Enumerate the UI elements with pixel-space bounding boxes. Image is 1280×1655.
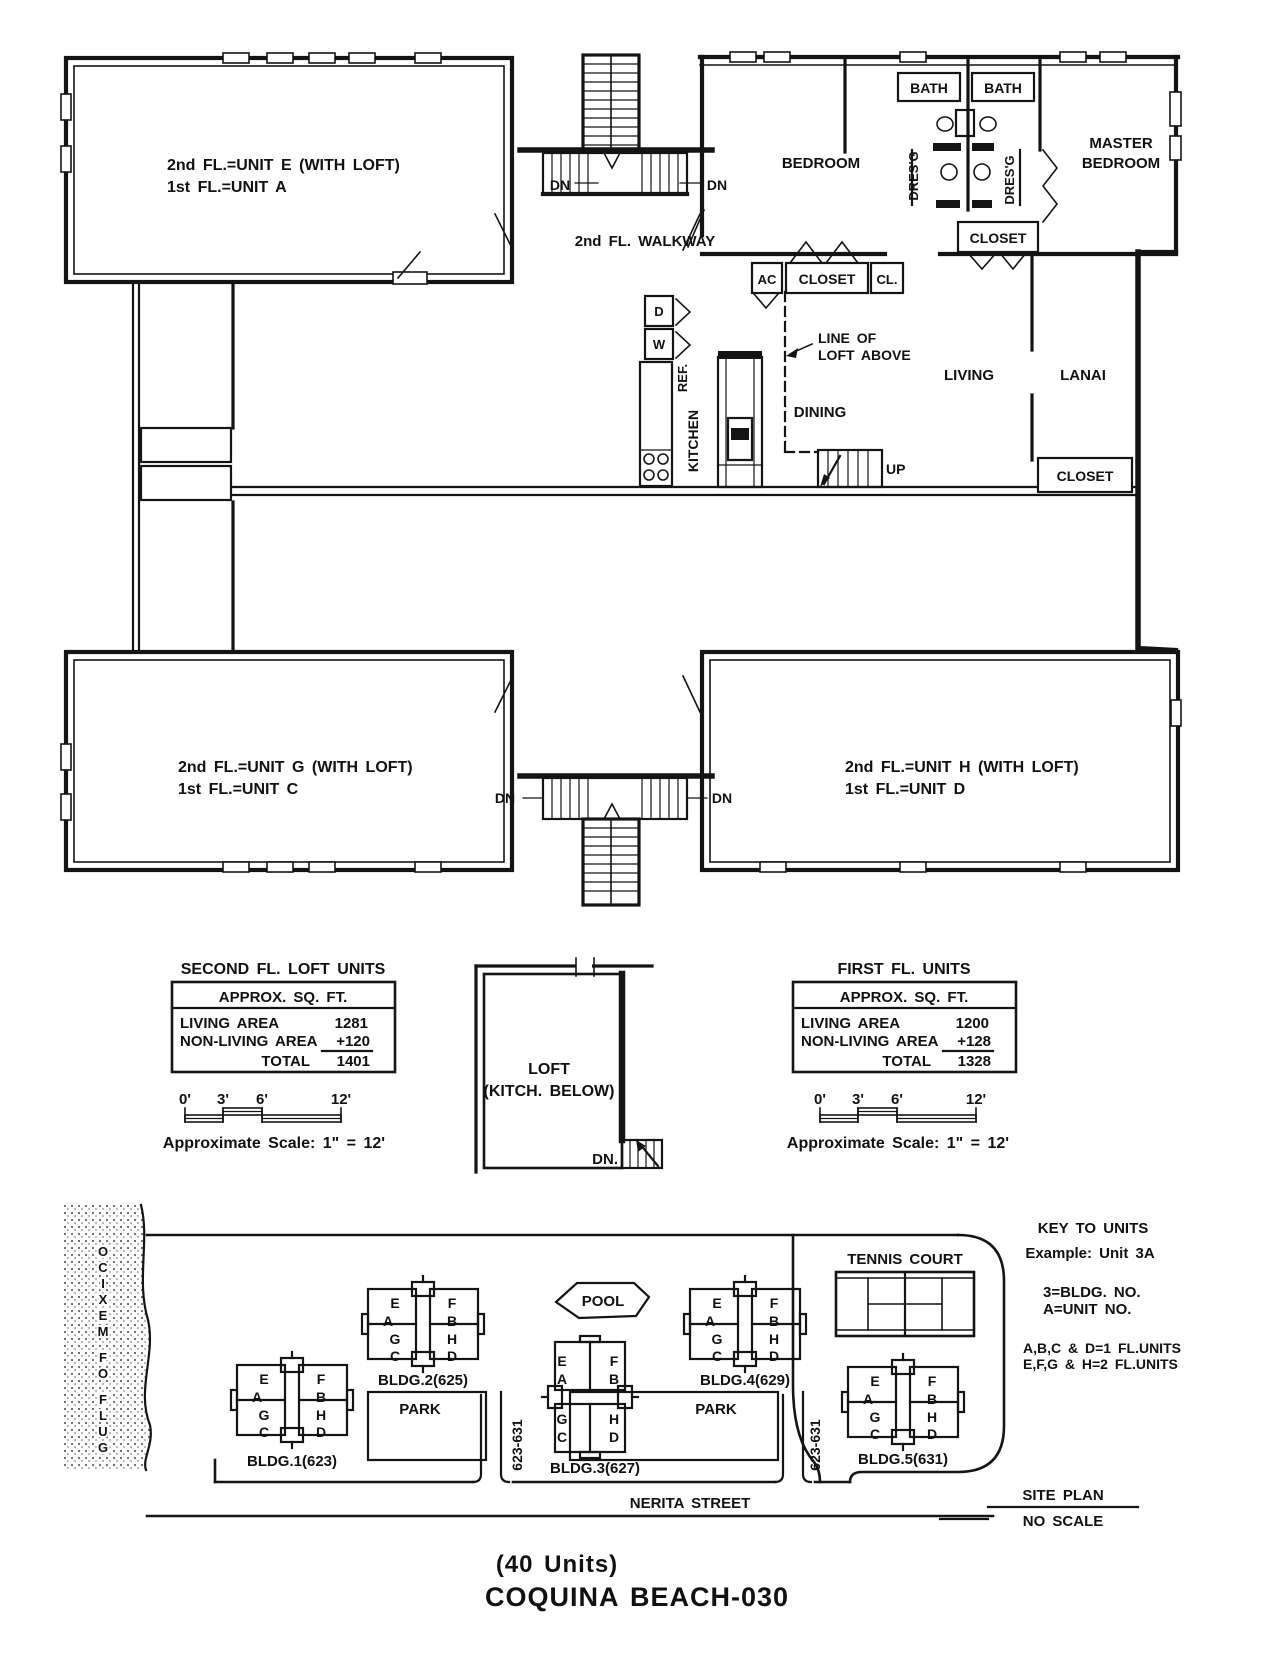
dn-label-bottom-left: DN bbox=[494, 790, 516, 806]
table-row-value: 1281 bbox=[334, 1015, 368, 1032]
table-row-value: 1401 bbox=[336, 1053, 370, 1070]
key-example: Example: Unit 3A bbox=[1025, 1245, 1155, 1262]
unit-letter: B bbox=[926, 1391, 938, 1407]
loft-line-dashed bbox=[785, 292, 818, 452]
gulf-letter: M bbox=[97, 1324, 109, 1339]
second-fl-table-header: APPROX. SQ. FT. bbox=[218, 989, 348, 1006]
up-stair bbox=[818, 450, 882, 487]
site-plan-title: SITE PLAN bbox=[1022, 1487, 1104, 1504]
unit-letter: B bbox=[315, 1389, 327, 1405]
table-row-label: NON-LIVING AREA bbox=[180, 1033, 318, 1050]
building-4 bbox=[684, 1276, 806, 1389]
unit-letter: F bbox=[609, 1353, 619, 1369]
building-5 bbox=[842, 1354, 964, 1468]
ref-label: REF. bbox=[675, 363, 690, 393]
table-row-label: NON-LIVING AREA bbox=[801, 1033, 939, 1050]
bedroom-label: BEDROOM bbox=[781, 155, 861, 172]
living-label: LIVING bbox=[943, 367, 995, 384]
hall-closet-row bbox=[495, 210, 1026, 308]
gulf-letter: I bbox=[101, 1276, 105, 1291]
table-row-value: +120 bbox=[336, 1033, 370, 1050]
loft-detail-label-line1: LOFT bbox=[528, 1061, 570, 1078]
lanai-label: LANAI bbox=[1060, 367, 1106, 384]
key-title: KEY TO UNITS bbox=[1037, 1220, 1149, 1237]
building-label: BLDG.5(631) bbox=[857, 1451, 949, 1468]
table-row-label: TOTAL bbox=[261, 1053, 310, 1070]
unit-letter: C bbox=[389, 1348, 401, 1364]
unit-letter: C bbox=[711, 1348, 723, 1364]
key-line1: 3=BLDG. NO. bbox=[1043, 1284, 1141, 1301]
sheet-title bbox=[485, 1551, 789, 1612]
scale-label: Approximate Scale: 1" = 12' bbox=[786, 1135, 1010, 1152]
site-plan-scale: NO SCALE bbox=[1022, 1513, 1104, 1530]
dn-label-top-left: DN bbox=[549, 177, 571, 193]
unit-letter: B bbox=[608, 1371, 620, 1387]
up-label: UP bbox=[886, 461, 906, 477]
site-plan-caption bbox=[940, 1487, 1138, 1530]
kitchen-label: KITCHEN bbox=[685, 409, 701, 473]
dresg1-label: DRES'G bbox=[906, 151, 921, 201]
unit-letter: D bbox=[926, 1426, 938, 1442]
unit-letter: G bbox=[869, 1409, 881, 1425]
scale-tick: 3' bbox=[852, 1091, 864, 1108]
scale-tick: 12' bbox=[965, 1091, 987, 1108]
bath1-label: BATH bbox=[910, 80, 948, 96]
first-fl-table-header: APPROX. SQ. FT. bbox=[839, 989, 969, 1006]
building-2 bbox=[362, 1276, 484, 1389]
tennis-court bbox=[836, 1251, 974, 1336]
washer-label: W bbox=[652, 337, 666, 352]
scale-tick: 6' bbox=[256, 1091, 268, 1108]
building-label: BLDG.2(625) bbox=[377, 1372, 469, 1389]
master-closet-label: CLOSET bbox=[969, 230, 1027, 246]
unit-letter: H bbox=[926, 1409, 938, 1425]
address-range-right: 623-631 bbox=[807, 1419, 823, 1471]
table-row-label: LIVING AREA bbox=[180, 1015, 280, 1032]
unit-letter: D bbox=[608, 1429, 620, 1445]
scale-label: Approximate Scale: 1" = 12' bbox=[162, 1135, 386, 1152]
scale-tick: 0' bbox=[179, 1091, 191, 1108]
unit-letter: F bbox=[927, 1373, 937, 1389]
unit-letter: D bbox=[315, 1424, 327, 1440]
hall-closet-label: CLOSET bbox=[798, 271, 856, 287]
dryer-label: D bbox=[654, 304, 664, 319]
gulf-letter: L bbox=[99, 1408, 107, 1423]
right-closet-label: CLOSET bbox=[1056, 468, 1114, 484]
gulf-letter: F bbox=[99, 1350, 107, 1365]
gulf-letter: G bbox=[97, 1440, 109, 1455]
site-plan bbox=[64, 1205, 1181, 1530]
building-label: BLDG.3(627) bbox=[549, 1460, 641, 1477]
unit-letter: C bbox=[869, 1426, 881, 1442]
loft-detail-dn-label: DN. bbox=[592, 1151, 618, 1168]
unit-gc-label-line2: 1st FL.=UNIT C bbox=[178, 781, 299, 798]
building-label: BLDG.1(623) bbox=[246, 1453, 338, 1470]
key-line4: E,F,G & H=2 FL.UNITS bbox=[1023, 1356, 1178, 1372]
unit-letter: F bbox=[769, 1295, 779, 1311]
unit-letter: A bbox=[704, 1313, 716, 1329]
gulf-letter: U bbox=[98, 1424, 108, 1439]
second-fl-table-title: SECOND FL. LOFT UNITS bbox=[180, 961, 386, 978]
pool-label: POOL bbox=[581, 1293, 625, 1310]
scale-tick: 6' bbox=[891, 1091, 903, 1108]
units-count-label: (40 Units) bbox=[495, 1551, 619, 1578]
park-label-right: PARK bbox=[695, 1401, 737, 1418]
bath2-label: BATH bbox=[984, 80, 1022, 96]
gulf-letter: C bbox=[98, 1260, 108, 1275]
bottom-stair bbox=[520, 776, 712, 905]
key-line2: A=UNIT NO. bbox=[1043, 1301, 1132, 1318]
dining-label: DINING bbox=[793, 404, 847, 421]
project-title: COQUINA BEACH-030 bbox=[484, 1582, 790, 1612]
first-fl-table-title: FIRST FL. UNITS bbox=[837, 961, 971, 978]
park-areas bbox=[368, 1392, 778, 1460]
address-range-left: 623-631 bbox=[509, 1419, 525, 1471]
loft-note-line2: LOFT ABOVE bbox=[818, 347, 911, 363]
loft-detail bbox=[476, 958, 662, 1172]
loft-note-line1: LINE OF bbox=[818, 330, 877, 346]
bath-dressing-block bbox=[845, 57, 1057, 252]
master-bedroom-label-line2: BEDROOM bbox=[1081, 155, 1161, 172]
cl-label: CL. bbox=[876, 272, 898, 287]
key-line3: A,B,C & D=1 FL.UNITS bbox=[1023, 1340, 1181, 1356]
unit-letter: E bbox=[390, 1295, 400, 1311]
unit-letter: C bbox=[556, 1429, 568, 1445]
unit-letter: G bbox=[258, 1407, 270, 1423]
unit-letter: F bbox=[447, 1295, 457, 1311]
building-label: BLDG.4(629) bbox=[699, 1372, 791, 1389]
tennis-court-label: TENNIS COURT bbox=[847, 1251, 963, 1268]
unit-letter: A bbox=[862, 1391, 874, 1407]
gulf-letter: E bbox=[98, 1308, 108, 1323]
ac-label: AC bbox=[757, 272, 777, 287]
unit-gc-label-line1: 2nd FL.=UNIT G (WITH LOFT) bbox=[178, 759, 413, 776]
key-to-units bbox=[1023, 1220, 1181, 1372]
street-label: NERITA STREET bbox=[629, 1495, 751, 1512]
unit-letter: E bbox=[557, 1353, 567, 1369]
gulf-letter: O bbox=[97, 1366, 109, 1381]
unit-letter: E bbox=[870, 1373, 880, 1389]
dn-label-top-right: DN bbox=[706, 177, 728, 193]
scale-tick: 0' bbox=[814, 1091, 826, 1108]
table-row-label: LIVING AREA bbox=[801, 1015, 901, 1032]
pool bbox=[556, 1283, 649, 1318]
table-row-value: 1328 bbox=[957, 1053, 991, 1070]
park-label-left: PARK bbox=[399, 1401, 441, 1418]
unit-letter: A bbox=[251, 1389, 263, 1405]
party-wall bbox=[233, 487, 1138, 495]
unit-letter: C bbox=[258, 1424, 270, 1440]
dn-label-bottom-right: DN bbox=[711, 790, 733, 806]
unit-letter: A bbox=[382, 1313, 394, 1329]
master-bedroom-label-line1: MASTER bbox=[1089, 135, 1153, 152]
gulf-letter: X bbox=[98, 1292, 108, 1307]
first-fl-table bbox=[793, 961, 1016, 1072]
unit-letter: F bbox=[316, 1371, 326, 1387]
unit-letter: H bbox=[446, 1331, 458, 1347]
unit-letter: H bbox=[315, 1407, 327, 1423]
scale-bar-right bbox=[787, 1091, 1009, 1152]
building-3 bbox=[542, 1336, 640, 1477]
unit-ea-label-line2: 1st FL.=UNIT A bbox=[167, 179, 287, 196]
unit-hd-label-line1: 2nd FL.=UNIT H (WITH LOFT) bbox=[845, 759, 1079, 776]
table-row-value: 1200 bbox=[955, 1015, 989, 1032]
unit-letter: H bbox=[608, 1411, 620, 1427]
scale-tick: 3' bbox=[217, 1091, 229, 1108]
scale-bar-left bbox=[163, 1091, 385, 1152]
building-1 bbox=[231, 1352, 353, 1470]
unit-letter: A bbox=[556, 1371, 568, 1387]
unit-letter: E bbox=[712, 1295, 722, 1311]
unit-letter: E bbox=[259, 1371, 269, 1387]
scale-tick: 12' bbox=[330, 1091, 352, 1108]
second-fl-table bbox=[172, 961, 395, 1072]
loft-detail-label-line2: (KITCH. BELOW) bbox=[483, 1083, 615, 1100]
floor-plan-labels bbox=[167, 80, 1160, 806]
dresg2-label: DRES'G bbox=[1002, 155, 1017, 205]
unit-letter: G bbox=[389, 1331, 401, 1347]
top-stair bbox=[520, 55, 712, 194]
left-corridor-walls bbox=[133, 282, 233, 650]
unit-letter: D bbox=[768, 1348, 780, 1364]
gulf-letter: F bbox=[99, 1392, 107, 1407]
walkway-label: 2nd FL. WALKWAY bbox=[574, 233, 716, 250]
table-row-value: +128 bbox=[957, 1033, 991, 1050]
unit-hd-label-line2: 1st FL.=UNIT D bbox=[845, 781, 966, 798]
unit-ea-label-line1: 2nd FL.=UNIT E (WITH LOFT) bbox=[167, 157, 400, 174]
unit-letter: B bbox=[446, 1313, 458, 1329]
kitchen-block bbox=[640, 296, 762, 487]
unit-letter: G bbox=[711, 1331, 723, 1347]
unit-letter: H bbox=[768, 1331, 780, 1347]
gulf-letter: O bbox=[97, 1244, 109, 1259]
unit-letter: D bbox=[446, 1348, 458, 1364]
unit-letter: B bbox=[768, 1313, 780, 1329]
table-row-label: TOTAL bbox=[882, 1053, 931, 1070]
unit-letter: G bbox=[556, 1411, 568, 1427]
